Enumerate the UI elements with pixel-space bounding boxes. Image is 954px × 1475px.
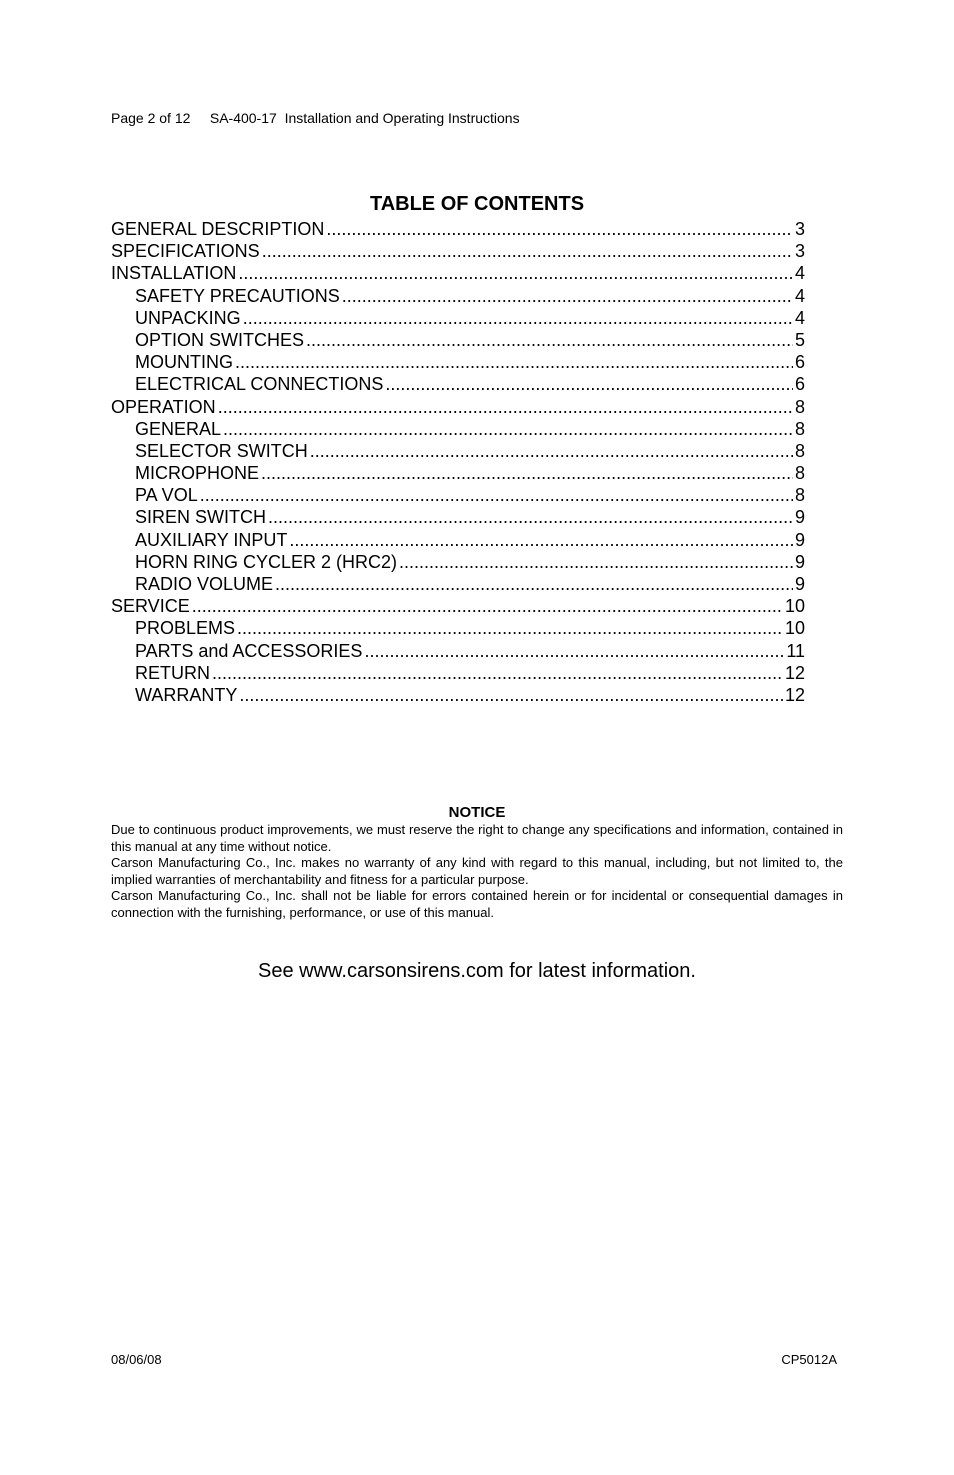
notice-paragraph: Carson Manufacturing Co., Inc. shall not be liable for errors contained herein or for incidental or consequential damages in connection with the furnishing, performance, or use of this manual. (111, 888, 843, 920)
toc-entry (111, 262, 805, 284)
toc-entry-page: 8 (794, 396, 805, 417)
toc-dot-leader (239, 684, 783, 706)
toc-entry-label: PARTS and ACCESSORIES (135, 640, 363, 661)
toc-dot-leader (243, 307, 793, 329)
toc-entry-label: GENERAL DESCRIPTION (111, 219, 325, 239)
toc-dot-leader (218, 396, 793, 418)
toc-entry (111, 529, 805, 551)
toc-entry-page: 12 (784, 684, 805, 705)
toc-entry-label: SELECTOR SWITCH (135, 440, 308, 461)
toc-entry-page: 10 (784, 618, 805, 639)
toc-entry-page: 12 (784, 662, 805, 683)
toc-entry-page: 5 (794, 329, 805, 350)
toc-dot-leader (289, 529, 793, 551)
toc-entry (111, 240, 805, 262)
toc-entry (111, 484, 805, 506)
toc-entry-label: SPECIFICATIONS (111, 241, 260, 262)
website-note: See www.carsonsirens.com for latest information. (258, 960, 696, 982)
toc-dot-leader (223, 418, 793, 440)
footer-document-code: CP5012A (781, 1352, 837, 1367)
toc-entry (111, 595, 805, 617)
toc-entry-page: 9 (794, 551, 805, 572)
toc-entry-page: 9 (794, 529, 805, 550)
notice-title: NOTICE (448, 804, 506, 821)
toc-entry-label: WARRANTY (135, 684, 238, 705)
toc-dot-leader (326, 218, 793, 240)
toc-entry (111, 307, 805, 329)
notice-paragraph: Carson Manufacturing Co., Inc. makes no warranty of any kind with regard to this manual, including, but not limited to, the implied warranties of merchantability and fitness for a particular purpose. (111, 855, 843, 887)
toc-entry (111, 662, 805, 684)
toc-entry-label: MOUNTING (135, 352, 233, 373)
toc-dot-leader (306, 329, 793, 351)
toc-dot-leader (310, 440, 793, 462)
toc-entry (111, 617, 805, 639)
toc-dot-leader (268, 506, 793, 528)
toc-entry (111, 506, 805, 528)
toc-entry-label: SIREN SWITCH (135, 507, 267, 528)
toc-entry-page: 10 (784, 596, 805, 617)
toc-entry-label: OPTION SWITCHES (135, 329, 305, 350)
page-number: Page 2 of 12 (111, 110, 191, 126)
toc-dot-leader (275, 573, 793, 595)
toc-entry-label: RETURN (135, 662, 210, 683)
toc-entry-page: 8 (794, 485, 805, 506)
toc-entry-page: 4 (794, 263, 805, 284)
toc-dot-leader (235, 351, 793, 373)
toc-dot-leader (399, 551, 793, 573)
toc-entry (111, 351, 805, 373)
toc-entry-page: 8 (794, 463, 805, 484)
toc-entry-label: UNPACKING (135, 307, 241, 328)
page-header (111, 110, 520, 126)
toc-entry (111, 329, 805, 351)
toc-entry-label: ELECTRICAL CONNECTIONS (135, 374, 384, 395)
toc-dot-leader (364, 640, 784, 662)
toc-entry (111, 684, 805, 706)
toc-dot-leader (342, 285, 793, 307)
toc-entry (111, 640, 805, 662)
toc-dot-leader (212, 662, 783, 684)
toc-entry-page: 9 (794, 574, 805, 594)
toc-entry (111, 418, 805, 440)
toc-entry-page: 8 (794, 440, 805, 461)
toc-entry (111, 285, 805, 307)
toc-entry-page: 4 (794, 307, 805, 328)
toc-entry-page: 6 (794, 352, 805, 373)
toc-entry-label: RADIO VOLUME (135, 574, 274, 594)
toc-entry-label: AUXILIARY INPUT (135, 529, 288, 550)
toc-entry-label: INSTALLATION (111, 263, 237, 284)
toc-dot-leader (192, 595, 783, 617)
toc-entry-label: PA VOL (135, 485, 198, 506)
footer-date: 08/06/08 (111, 1352, 162, 1367)
toc-entry-page: 9 (794, 507, 805, 528)
toc-entry-label: SAFETY PRECAUTIONS (135, 285, 340, 306)
toc-dot-leader (262, 240, 793, 262)
toc-entry-label: HORN RING CYCLER 2 (HRC2) (135, 551, 398, 572)
toc-entry (111, 573, 805, 595)
toc-entry (111, 218, 805, 240)
toc-entry-page: 11 (786, 640, 805, 661)
toc-entry-page: 6 (794, 374, 805, 395)
toc-dot-leader (385, 373, 793, 395)
table-of-contents (111, 218, 805, 706)
toc-entry-label: MICROPHONE (135, 463, 260, 484)
toc-entry (111, 373, 805, 395)
toc-entry-label: SERVICE (111, 596, 190, 617)
toc-entry (111, 396, 805, 418)
notice-body (111, 822, 843, 922)
toc-entry (111, 462, 805, 484)
toc-dot-leader (200, 484, 793, 506)
toc-dot-leader (237, 617, 783, 639)
toc-entry-label: OPERATION (111, 396, 216, 417)
toc-entry-page: 8 (794, 418, 805, 439)
toc-dot-leader (261, 462, 793, 484)
toc-dot-leader (238, 262, 793, 284)
toc-entry (111, 551, 805, 573)
document-title: SA-400-17 Installation and Operating Instructions (209, 110, 520, 126)
toc-entry-page: 3 (794, 219, 805, 239)
notice-paragraph: Due to continuous product improvements, we must reserve the right to change any specifications and information, contained in this manual at any time without notice. (111, 822, 843, 854)
toc-entry (111, 440, 805, 462)
toc-entry-label: GENERAL (135, 418, 222, 439)
toc-entry-page: 4 (794, 285, 805, 306)
toc-entry-page: 3 (794, 241, 805, 262)
toc-title: TABLE OF CONTENTS (369, 193, 585, 215)
toc-entry-label: PROBLEMS (135, 618, 236, 639)
